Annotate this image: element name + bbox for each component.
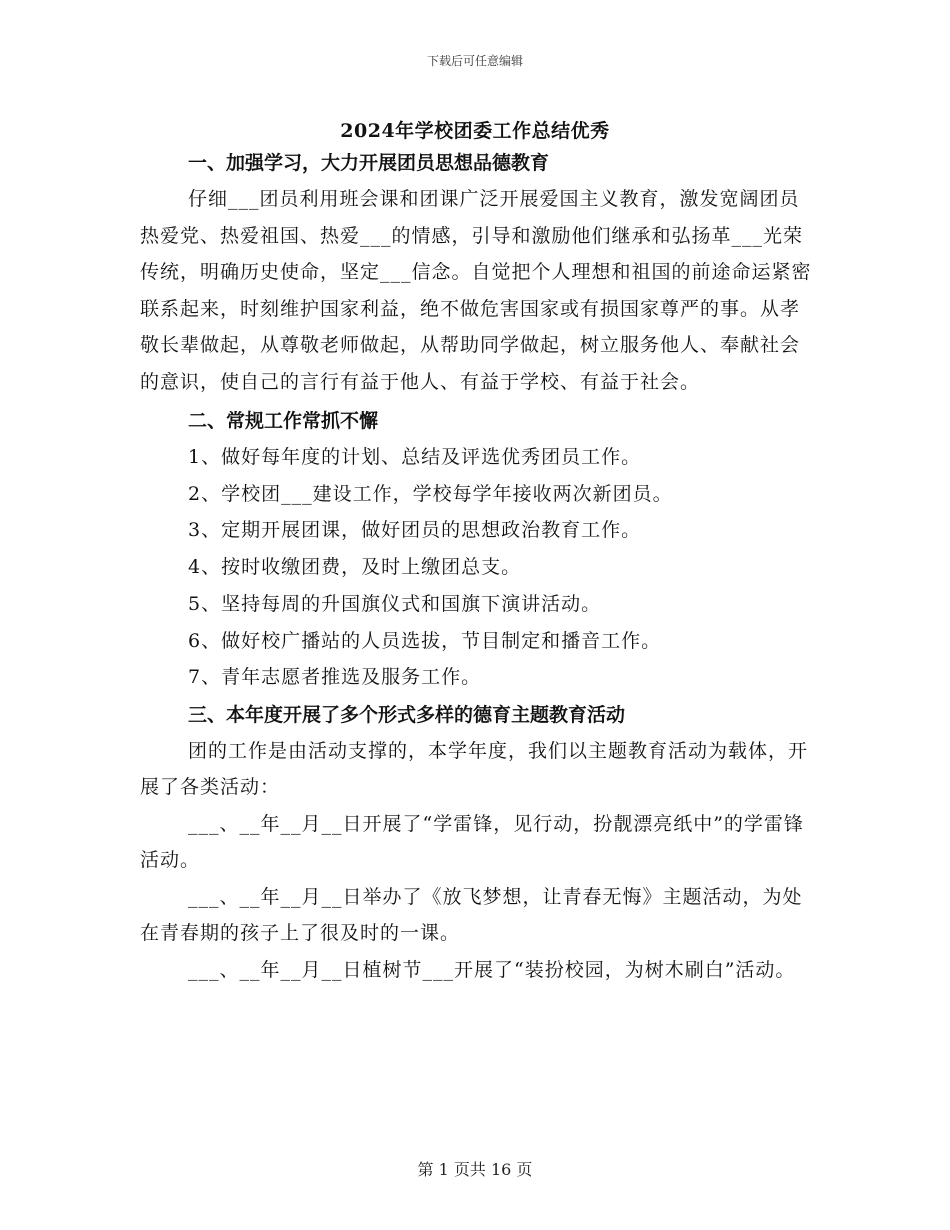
list-item: 5、坚持每周的升国旗仪式和国旗下演讲活动。 [188,592,602,615]
section-2-list [140,439,812,696]
activity-paragraph: ___、__年__月__日植树节___开展了“装扮校园，为树木刷白”活动。 [188,958,796,981]
section-1-heading: 一、加强学习，大力开展团员思想品德教育 [188,152,550,174]
section-3-heading: 三、本年度开展了多个形式多样的德育主题教育活动 [188,703,626,726]
document-title: 2024年学校团委工作总结优秀 [340,120,610,142]
list-item: 6、做好校广播站的人员选拔，节目制定和播音工作。 [188,629,662,652]
page-header-note: 下载后可任意编辑 [426,54,523,68]
activity-paragraph: ___、__年__月__日开展了“学雷锋，见行动，扮靓漂亮纸中”的学雷锋活动。 [140,812,804,872]
list-item: 4、按时收缴团费，及时上缴团总支。 [188,556,522,579]
activity-paragraph: ___、__年__月__日举办了《放飞梦想，让青春无悔》主题活动，为处在青春期的孩子上了很及时的一课。 [140,885,803,945]
page-number: 第 1 页共 16 页 [417,1160,533,1179]
list-item: 7、青年志愿者推选及服务工作。 [188,666,482,689]
section-1-paragraph: 仔细___团员利用班会课和团课广泛开展爱国主义教育，激发宽阔团员热爱党、热爱祖国、热爱___的情感，引导和激励他们继承和弘扬革___光荣传统，明确历史使命，坚定___信念。自觉把个人理想和祖国的前途命运紧密联系起来，时刻维护国家利益，绝不做危害国家或有损国家尊严的事。从孝敬长辈做起，从尊敬老师做起，从帮助同学做起，树立服务他人、奉献社会的意识，使自己的言行有益于他人、有益于学校、有益于社会。 [140,188,812,393]
document-body [140,145,812,988]
section-2-heading: 二、常规工作常抓不懈 [188,410,379,432]
list-item: 2、学校团___建设工作，学校每学年接收两次新团员。 [188,482,673,505]
list-item: 3、定期开展团课，做好团员的思想政治教育工作。 [188,519,642,542]
list-item: 1、做好每年度的计划、总结及评选优秀团员工作。 [188,446,642,468]
section-3-intro: 团的工作是由活动支撑的，本学年度，我们以主题教育活动为载体，开展了各类活动： [140,739,809,799]
